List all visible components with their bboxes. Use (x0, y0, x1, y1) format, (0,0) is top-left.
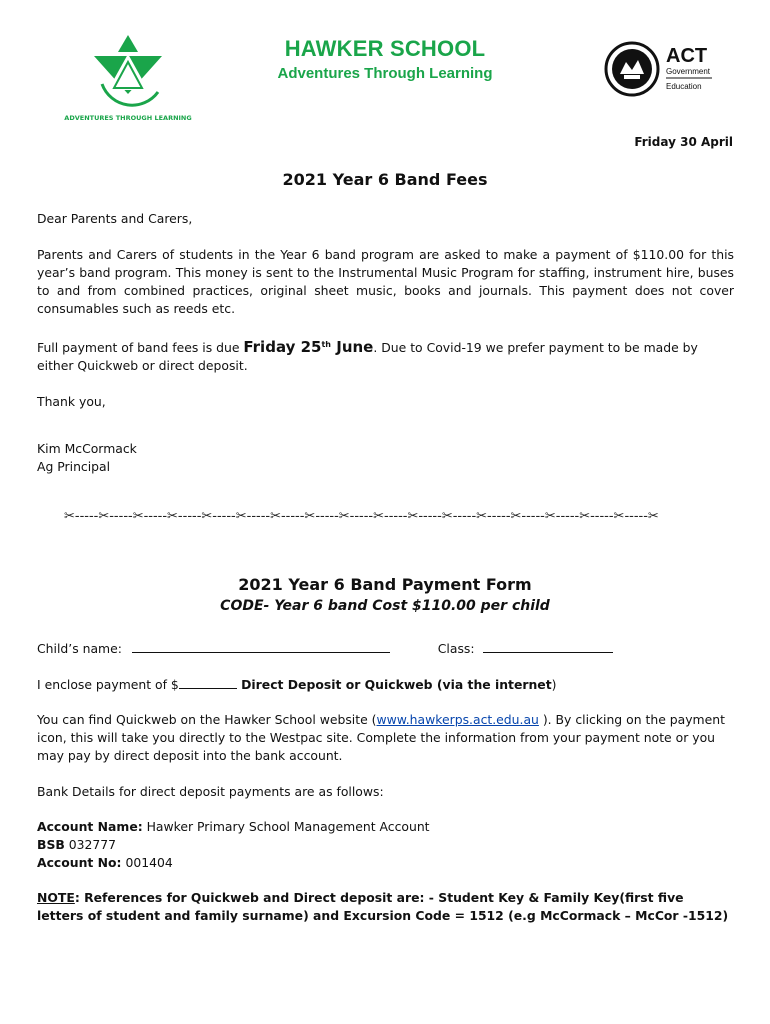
child-name-label: Child’s name: (37, 641, 122, 656)
account-no-label: Account No: (37, 855, 122, 870)
note-label: NOTE (37, 890, 75, 905)
thanks: Thank you, (37, 394, 106, 409)
fees-paragraph: Parents and Carers of students in the Year 6 band program are asked to make a payment of $110.00 for this year’s band program. This money is sent to the Instrumental Music Program for staffing, instrument hire, buses to and from combined practices, original sheet music, books and journals. This payment does not cover consumables such as reeds etc. (37, 247, 734, 316)
form-title: 2021 Year 6 Band Payment Form (238, 575, 532, 594)
due-date: Friday 25 (243, 338, 322, 357)
greeting: Dear Parents and Carers, (37, 211, 193, 226)
signer-name: Kim McCormack (37, 441, 137, 456)
enclose-label: I enclose payment of $ (37, 677, 179, 692)
note-text: : References for Quickweb and Direct deposit are: - Student Key & Family Key(first five letters of student and family surname) and Excursion Code = 1512 (e.g McCormack – McCor -1512) (37, 890, 729, 923)
act-government-logo (604, 40, 716, 98)
account-name-label: Account Name: (37, 819, 143, 834)
payment-method: Direct Deposit or Quickweb (via the internet (236, 677, 552, 692)
due-paragraph (37, 336, 734, 375)
enclose-close: ) (551, 677, 557, 692)
logo-caption: ADVENTURES THROUGH LEARNING (64, 114, 192, 122)
note-paragraph (37, 889, 734, 925)
bsb-value: 032777 (64, 837, 117, 852)
letter-date: Friday 30 April (634, 135, 733, 149)
quickweb-paragraph (37, 711, 734, 765)
account-name-row (37, 818, 734, 836)
account-no-row (37, 854, 734, 872)
quickweb-post: ). By clicking on the payment icon, this will take you directly to the Westpac site. Complete the information from your payment note or you may pay by direct deposit into the bank account. (37, 712, 725, 763)
bsb-label: BSB (37, 837, 65, 852)
class-field[interactable] (483, 640, 613, 653)
due-date-suffix: th (321, 340, 332, 349)
hawker-school-logo (64, 32, 192, 134)
due-pre: Full payment of band fees is due (37, 340, 244, 356)
quickweb-pre: You can find Quickweb on the Hawker School website ( (37, 712, 377, 727)
payment-amount-field[interactable] (179, 676, 237, 689)
signer-role: Ag Principal (37, 459, 111, 474)
act-logo-big: ACT (666, 45, 708, 67)
act-logo-line1: Government (666, 67, 711, 76)
bank-intro: Bank Details for direct deposit payments are as follows: (37, 784, 384, 799)
enclose-row (37, 676, 734, 694)
account-name-value: Hawker Primary School Management Account (142, 819, 430, 834)
bsb-row (37, 836, 734, 854)
website-link[interactable]: www.hawkerps.act.edu.au (376, 712, 539, 727)
cut-line: ✂-----✂-----✂-----✂-----✂-----✂-----✂-----✂-----✂-----✂-----✂-----✂-----✂-----✂-----✂-----✂-----✂-----✂ (64, 509, 659, 524)
letter-title: 2021 Year 6 Band Fees (282, 170, 488, 189)
act-logo-line2: Education (666, 82, 702, 91)
form-subtitle: CODE- Year 6 band Cost $110.00 per child (220, 598, 550, 614)
due-month: June (331, 338, 374, 357)
school-name: HAWKER SCHOOL (284, 36, 486, 61)
child-name-field[interactable] (132, 640, 390, 653)
class-label: Class: (437, 641, 475, 656)
school-tagline: Adventures Through Learning (277, 65, 493, 82)
due-post: . Due to Covid-19 we prefer payment to be made by either Quickweb or direct deposit. (37, 340, 698, 374)
child-name-row (37, 640, 737, 658)
account-no-value: 001404 (121, 855, 173, 870)
